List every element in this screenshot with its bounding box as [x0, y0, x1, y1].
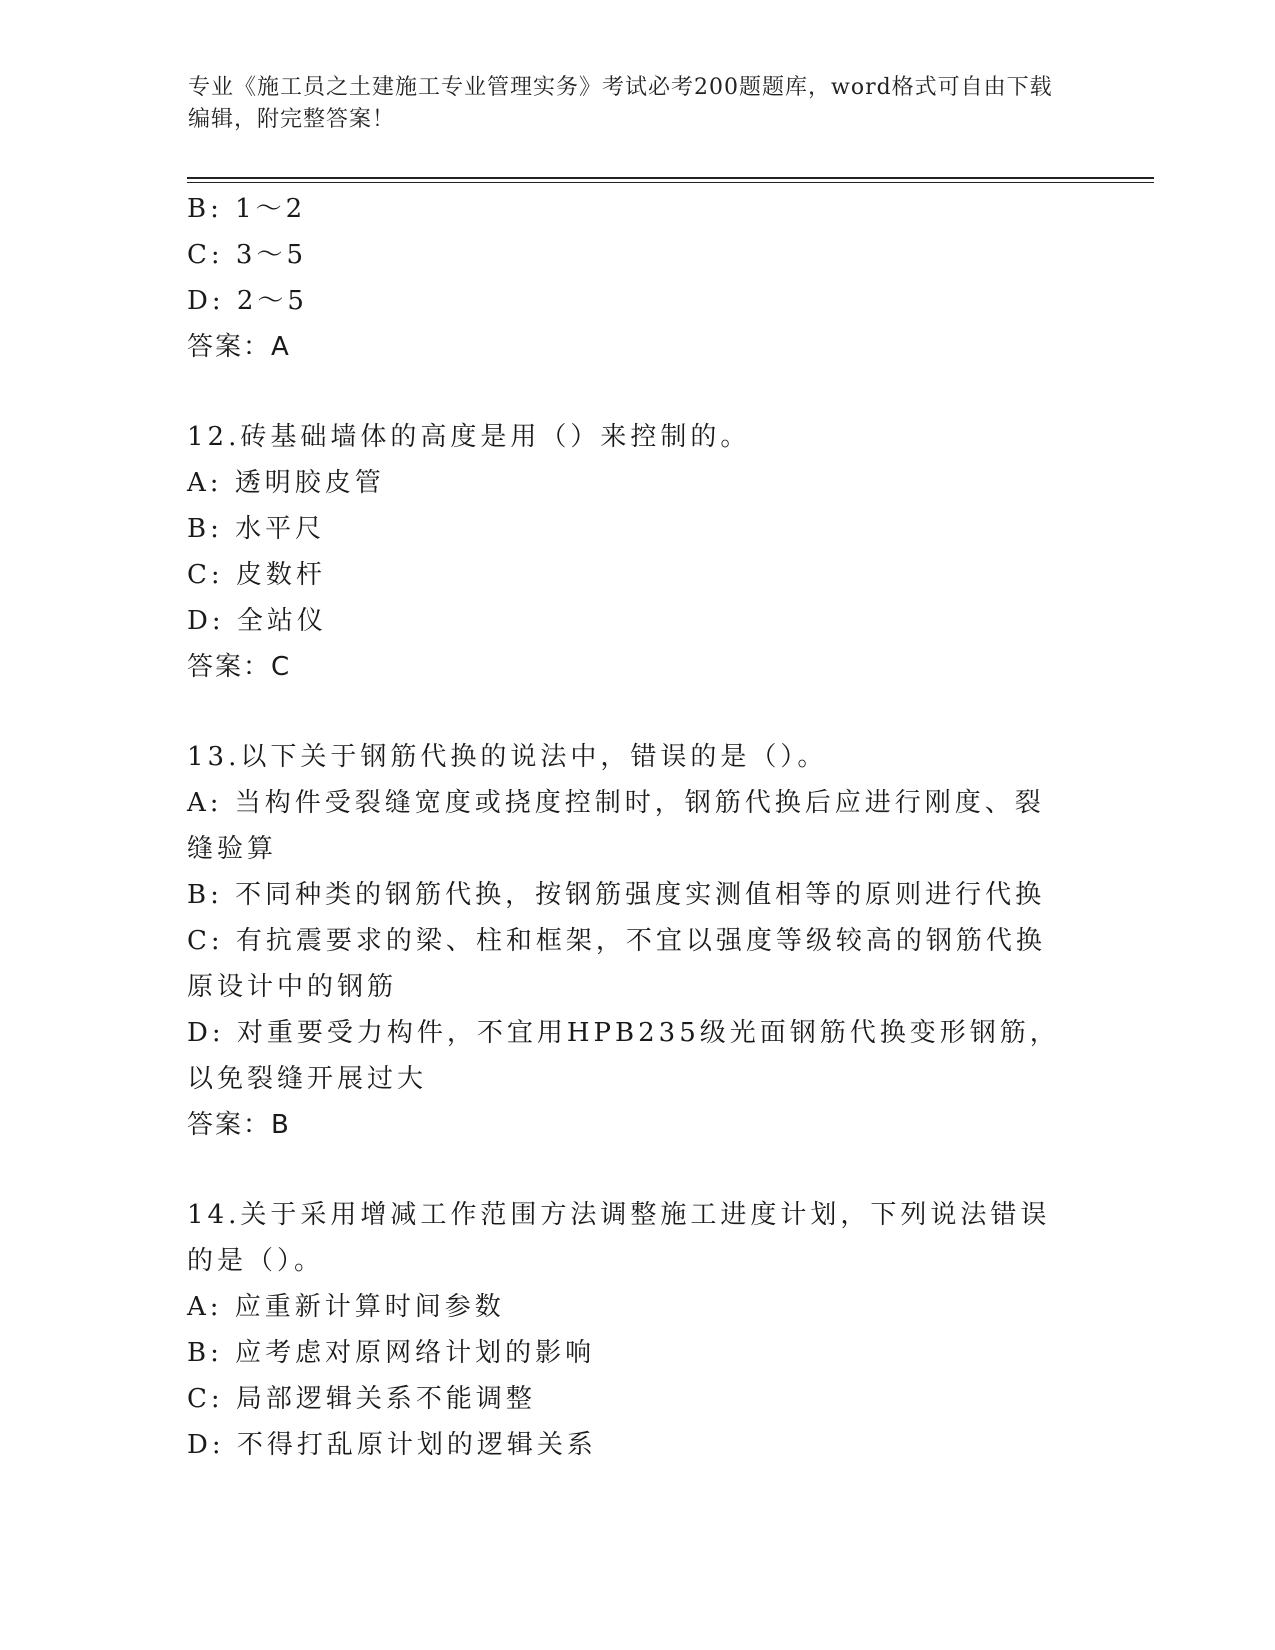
answer-line: 答案：B	[187, 1110, 291, 1140]
option-d: D: 全站仪	[187, 606, 327, 636]
spacer	[187, 370, 1067, 414]
option-d: D: 2～5	[187, 286, 308, 316]
header-divider-thin	[187, 182, 1154, 183]
answer-line: 答案：A	[187, 332, 291, 362]
option-d: D: 不得打乱原计划的逻辑关系	[187, 1430, 597, 1460]
question-11-continued	[187, 186, 1067, 370]
page-header	[188, 72, 1068, 136]
option-b: B: 水平尺	[187, 514, 326, 544]
spacer	[187, 1148, 1067, 1192]
answer-line: 答案：C	[187, 652, 292, 682]
question-stem: 13.以下关于钢筋代换的说法中，错误的是（）。	[187, 742, 828, 772]
header-divider-thick	[187, 177, 1154, 179]
option-b: B: 应考虑对原网络计划的影响	[187, 1338, 596, 1368]
option-c: C: 3～5	[187, 240, 308, 270]
option-b: B: 1～2	[187, 194, 307, 224]
spacer	[187, 690, 1067, 734]
option-c: C: 有抗震要求的梁、柱和框架，不宜以强度等级较高的钢筋代换原设计中的钢筋	[187, 926, 1046, 1002]
document-body	[187, 186, 1067, 1468]
question-14	[187, 1192, 1067, 1468]
question-stem: 14.关于采用增减工作范围方法调整施工进度计划，下列说法错误的是（）。	[187, 1200, 1051, 1276]
option-d: D: 对重要受力构件，不宜用HPB235级光面钢筋代换变形钢筋，以免裂缝开展过大	[187, 1018, 1060, 1094]
option-c: C: 局部逻辑关系不能调整	[187, 1384, 536, 1414]
option-a: A: 当构件受裂缝宽度或挠度控制时，钢筋代换后应进行刚度、裂缝验算	[187, 788, 1045, 864]
header-title: 专业《施工员之土建施工专业管理实务》考试必考200题题库，word格式可自由下载编辑，附完整答案！	[188, 75, 1053, 132]
question-13	[187, 734, 1067, 1148]
option-c: C: 皮数杆	[187, 560, 326, 590]
question-12	[187, 414, 1067, 690]
question-stem: 12.砖基础墙体的高度是用（）来控制的。	[187, 422, 751, 452]
option-a: A: 透明胶皮管	[187, 468, 385, 498]
option-b: B: 不同种类的钢筋代换，按钢筋强度实测值相等的原则进行代换	[187, 880, 1046, 910]
option-a: A: 应重新计算时间参数	[187, 1292, 505, 1322]
